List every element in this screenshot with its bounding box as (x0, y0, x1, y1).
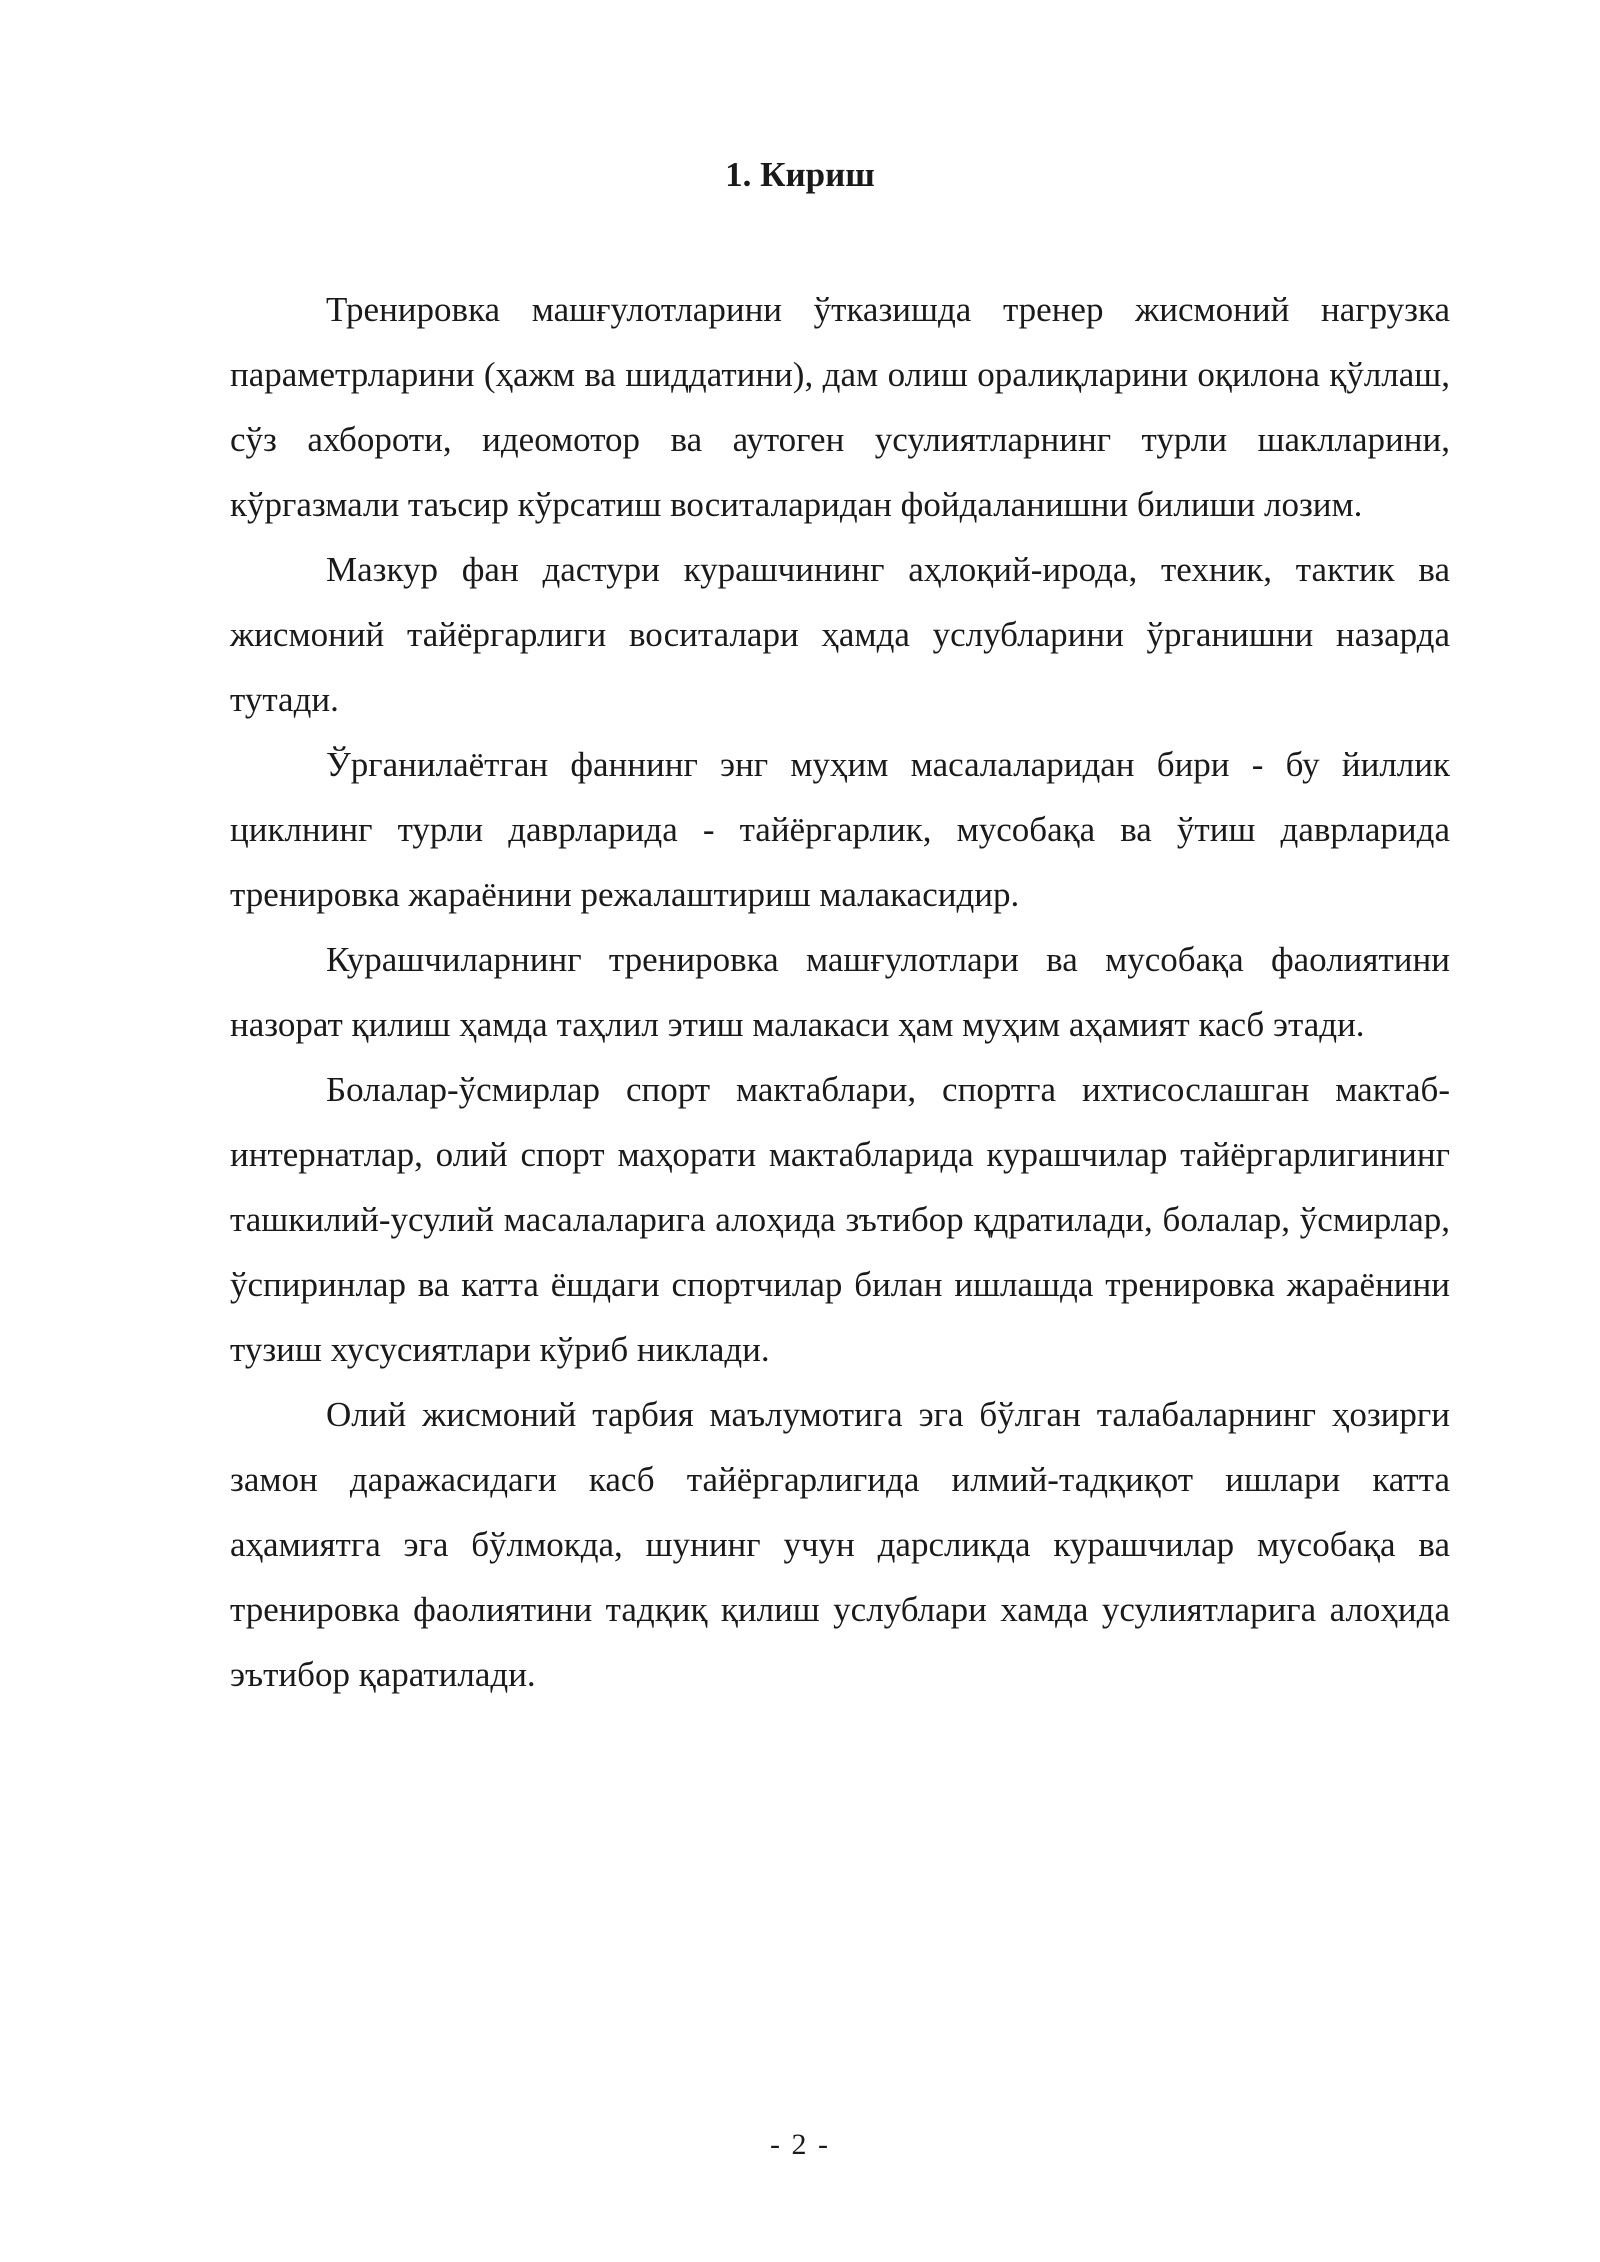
paragraph-4: Курашчиларнинг тренировка машғулотлари ва мусобақа фаолиятини назорат қилиш ҳамда таҳлил этиш малакаси ҳам муҳим аҳамият касб этади. (230, 940, 1450, 1044)
paragraph-3: Ўрганилаётган фаннинг энг муҳим масалаларидан бири - бу йиллик циклнинг турли даврларида - тайёргарлик, мусобақа ва ўтиш даврларида тренировка жараёнини режалаштириш малакасидир. (230, 745, 1450, 914)
section-heading: 1. Кириш (725, 155, 875, 194)
paragraph-6: Олий жисмоний тарбия маълумотига эга бўлган талабаларнинг ҳозирги замон даражасидаги касб тайёргарлигида илмий-тадқиқот ишлари катта аҳамиятга эга бўлмокда, шунинг учун дарсликда курашчилар мусобақа ва тренировка фаолиятини тадқиқ қилиш услублари хамда усулиятларига алоҳида эътибор қаратилади. (230, 1395, 1450, 1694)
paragraph-2: Мазкур фан дастури курашчининг аҳлоқий-ирода, техник, тактик ва жисмоний тайёргарлиги воситалари ҳамда услубларини ўрганишни назарда тутади. (230, 550, 1450, 719)
body-text (230, 277, 1450, 1707)
page-number: - 2 - (770, 2128, 830, 2161)
paragraph-5: Болалар-ўсмирлар спорт мактаблари, спортга ихтисослашган мактаб-интернатлар, олий спорт маҳорати мактабларида курашчилар тайёргарлигининг ташкилий-усулий масалаларига алоҳида зътибор қдратилади, болалар, ўсмирлар, ўспиринлар ва катта ёшдаги спортчилар билан ишлашда тренировка жараёнини тузиш хусусиятлари кўриб никлади. (230, 1070, 1450, 1369)
paragraph-1: Тренировка машғулотларини ўтказишда тренер жисмоний нагрузка параметрларини (ҳажм ва шиддатини), дам олиш оралиқларини оқилона қўллаш, сўз ахбороти, идеомотор ва аутоген усулиятларнинг турли шаклларини, кўргазмали таъсир кўрсатиш воситаларидан фойдаланишни билиши лозим. (230, 290, 1450, 524)
